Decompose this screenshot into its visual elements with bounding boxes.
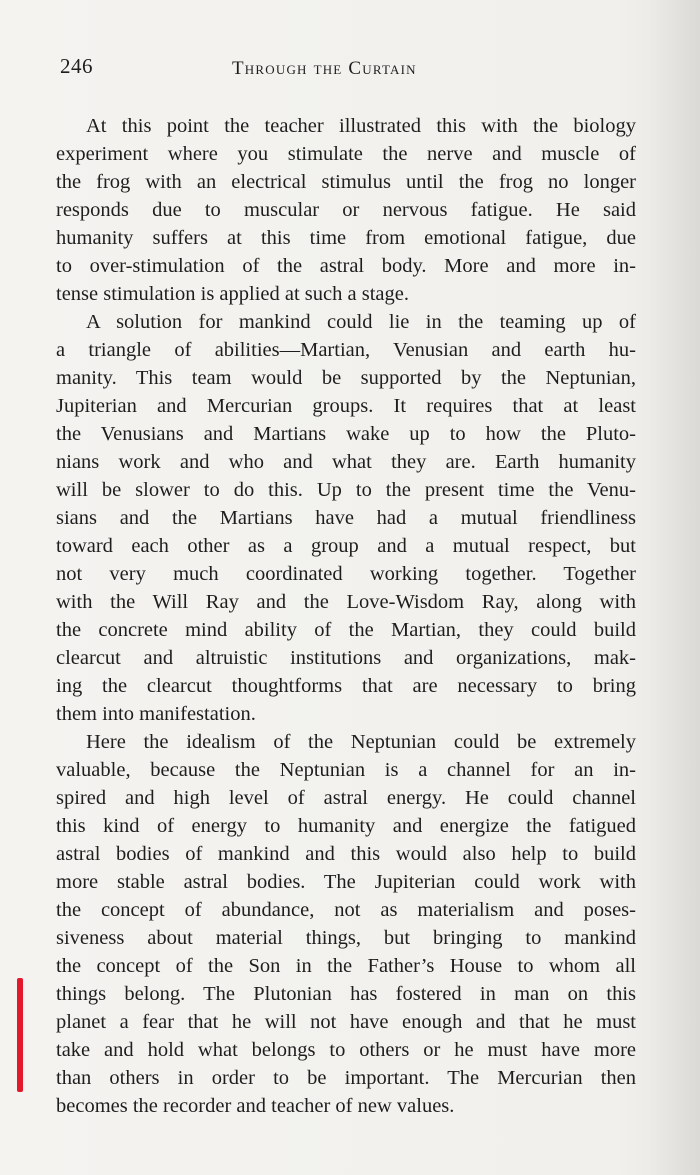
text-line: responds due to muscular or nervous fatigue. He said bbox=[56, 199, 636, 221]
text-line: sians and the Martians have had a mutual friendliness bbox=[56, 507, 636, 529]
paragraph bbox=[56, 728, 636, 1120]
text-line: Here the idealism of the Neptunian could be extremely bbox=[86, 731, 636, 753]
running-head: Through the Curtain bbox=[232, 58, 417, 79]
paragraph bbox=[56, 112, 636, 308]
text-line: the frog with an electrical stimulus until the frog no longer bbox=[56, 171, 636, 193]
text-line: planet a fear that he will not have enough and that he must bbox=[56, 1011, 636, 1033]
paragraph bbox=[56, 308, 636, 728]
text-line: them into manifestation. bbox=[56, 703, 256, 725]
text-line: the concept of the Son in the Father’s House to whom all bbox=[56, 955, 636, 977]
red-margin-mark bbox=[17, 978, 23, 1092]
text-line: the concrete mind ability of the Martian, they could build bbox=[56, 619, 636, 641]
text-line: At this point the teacher illustrated this with the biology bbox=[86, 115, 636, 137]
page-number: 246 bbox=[60, 54, 93, 78]
text-line: experiment where you stimulate the nerve and muscle of bbox=[56, 143, 636, 165]
text-line: to over-stimulation of the astral body. More and more in- bbox=[56, 255, 636, 277]
text-line: tense stimulation is applied at such a stage. bbox=[56, 283, 409, 305]
text-line: more stable astral bodies. The Jupiterian could work with bbox=[56, 871, 636, 893]
text-line: take and hold what belongs to others or he must have more bbox=[56, 1039, 636, 1061]
text-line: this kind of energy to humanity and energize the fatigued bbox=[56, 815, 636, 837]
text-line: ing the clearcut thoughtforms that are necessary to bring bbox=[56, 675, 636, 697]
text-line: manity. This team would be supported by the Neptunian, bbox=[56, 367, 636, 389]
text-line: Jupiterian and Mercurian groups. It requires that at least bbox=[56, 395, 636, 417]
page-edge-shadow bbox=[648, 0, 700, 1175]
text-line: valuable, because the Neptunian is a channel for an in- bbox=[56, 759, 636, 781]
text-line: clearcut and altruistic institutions and organizations, mak- bbox=[56, 647, 636, 669]
text-line: the concept of abundance, not as materialism and poses- bbox=[56, 899, 636, 921]
text-line: will be slower to do this. Up to the present time the Venu- bbox=[56, 479, 636, 501]
text-line: than others in order to be important. The Mercurian then bbox=[56, 1067, 636, 1089]
text-line: siveness about material things, but bringing to mankind bbox=[56, 927, 636, 949]
text-line: a triangle of abilities—Martian, Venusian and earth hu- bbox=[56, 339, 636, 361]
text-line: the Venusians and Martians wake up to how the Pluto- bbox=[56, 423, 636, 445]
text-line: spired and high level of astral energy. He could channel bbox=[56, 787, 636, 809]
body-text bbox=[56, 112, 636, 1120]
text-line: A solution for mankind could lie in the teaming up of bbox=[86, 311, 636, 333]
text-line: astral bodies of mankind and this would also help to build bbox=[56, 843, 636, 865]
text-line: toward each other as a group and a mutual respect, but bbox=[56, 535, 636, 557]
text-line: humanity suffers at this time from emotional fatigue, due bbox=[56, 227, 636, 249]
text-line: with the Will Ray and the Love-Wisdom Ray, along with bbox=[56, 591, 636, 613]
text-line: not very much coordinated working together. Together bbox=[56, 563, 636, 585]
text-line: becomes the recorder and teacher of new values. bbox=[56, 1095, 455, 1117]
text-line: things belong. The Plutonian has fostered in man on this bbox=[56, 983, 636, 1005]
text-line: nians work and who and what they are. Earth humanity bbox=[56, 451, 636, 473]
